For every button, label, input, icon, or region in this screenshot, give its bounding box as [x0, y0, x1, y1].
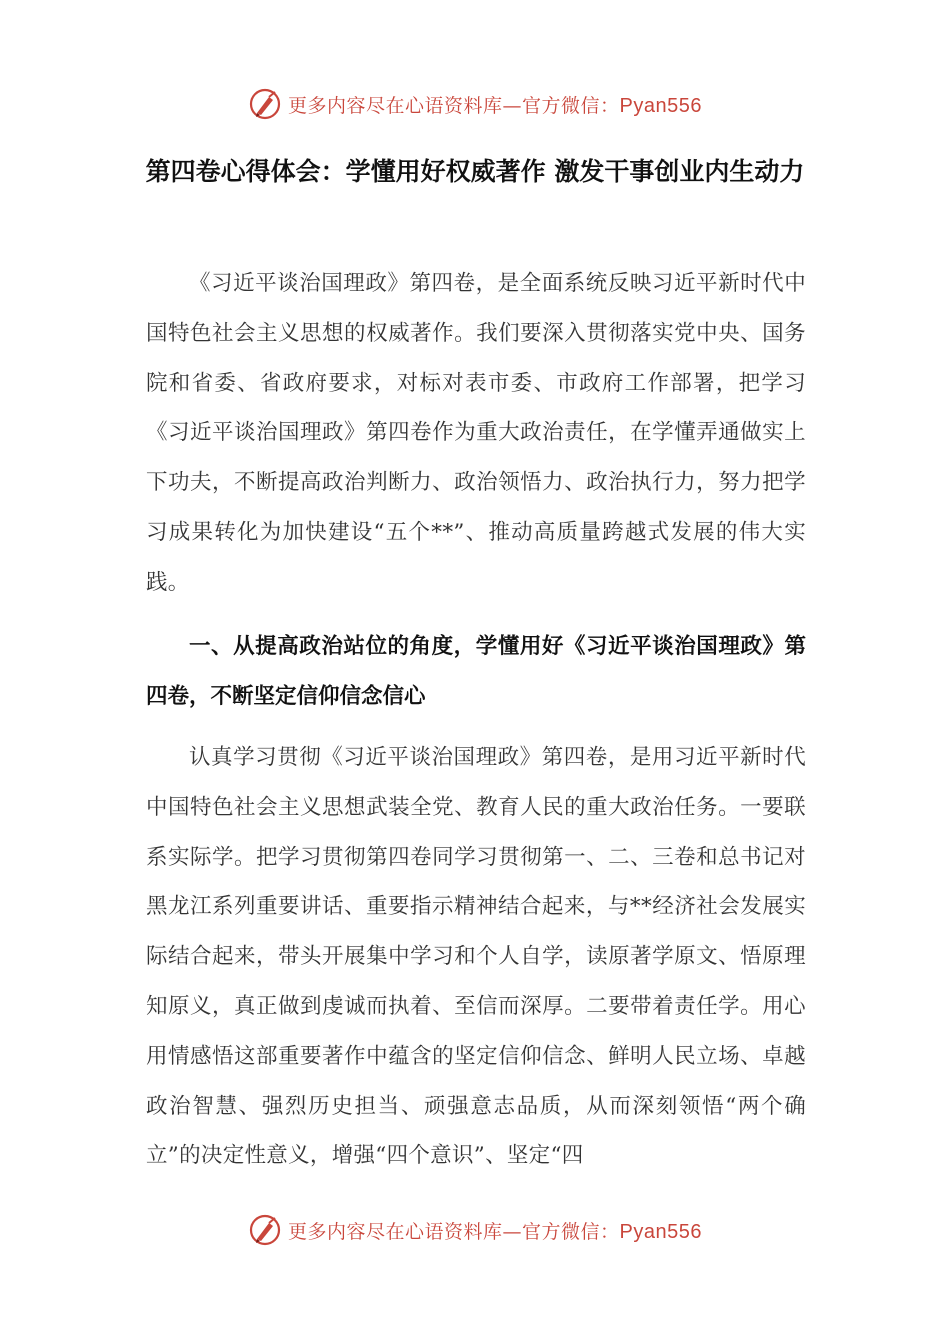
- watermark-text: 更多内容尽在心语资料库—官方微信：Pyan556: [288, 94, 702, 117]
- intro-paragraph: 《习近平谈治国理政》第四卷，是全面系统反映习近平新时代中国特色社会主义思想的权威著作。我们要深入贯彻落实党中央、国务院和省委、省政府要求，对标对表市委、市政府工作部署，把学习《习近平谈治国理政》第四卷作为重大政治责任，在学懂弄通做实上下功夫，不断提高政治判断力、政治领悟力、政治执行力，努力把学习成果转化为加快建设“五个**”、推动高质量跨越式发展的伟大实践。: [146, 271, 806, 595]
- pen-nib-icon: [248, 1213, 282, 1247]
- document-title: 第四卷心得体会：学懂用好权威著作 激发干事创业内生动力: [145, 157, 805, 186]
- section-body-1: 认真学习贯彻《习近平谈治国理政》第四卷，是用习近平新时代中国特色社会主义思想武装全党、教育人民的重大政治任务。一要联系实际学。把学习贯彻第四卷同学习贯彻第一、二、三卷和总书记对黑龙江系列重要讲话、重要指示精神结合起来，与**经济社会发展实际结合起来，带头开展集中学习和个人自学，读原著学原文、悟原理知原义，真正做到虔诚而执着、至信而深厚。二要带着责任学。用心用情感悟这部重要著作中蕴含的坚定信仰信念、鲜明人民立场、卓越政治智慧、强烈历史担当、顽强意志品质，从而深刻领悟“两个确立”的决定性意义，增强“四个意识”、坚定“四: [146, 745, 806, 1169]
- watermark-text: 更多内容尽在心语资料库—官方微信：Pyan556: [288, 1220, 702, 1243]
- watermark-header: [0, 84, 950, 124]
- pen-nib-icon: [248, 87, 282, 121]
- watermark-footer: [0, 1210, 950, 1250]
- section-heading-1: 一、从提高政治站位的角度，学懂用好《习近平谈治国理政》第四卷，不断坚定信仰信念信心: [146, 634, 806, 709]
